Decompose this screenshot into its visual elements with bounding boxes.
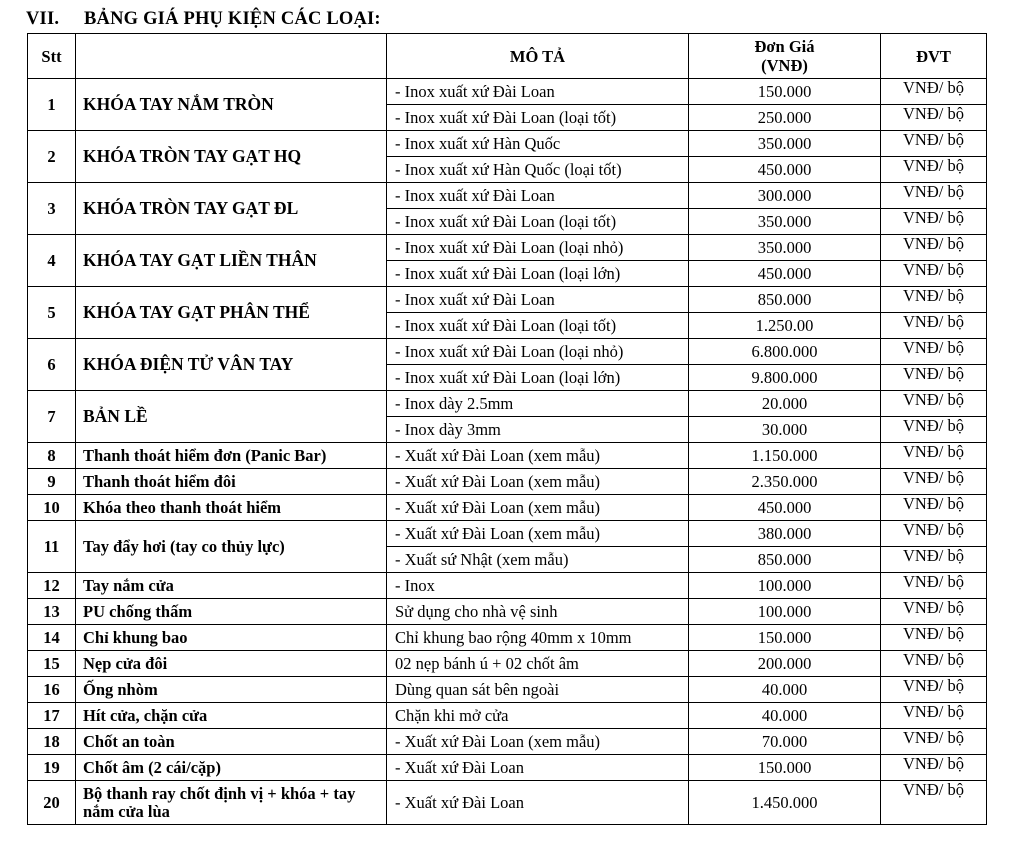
item-number: 15 (28, 651, 76, 677)
item-price: 380.000 (689, 521, 881, 547)
item-unit: VNĐ/ bộ (881, 625, 987, 651)
item-number: 13 (28, 599, 76, 625)
item-unit: VNĐ/ bộ (881, 729, 987, 755)
item-description: - Inox xuất xứ Hàn Quốc (387, 131, 689, 157)
item-number: 8 (28, 443, 76, 469)
item-description: - Xuất xứ Đài Loan (xem mẫu) (387, 729, 689, 755)
item-name: KHÓA TAY GẠT PHÂN THỂ (76, 287, 387, 339)
table-row (28, 781, 987, 825)
item-unit: VNĐ/ bộ (881, 365, 987, 391)
item-unit: VNĐ/ bộ (881, 79, 987, 105)
table-row (28, 651, 987, 677)
item-name: Thanh thoát hiểm đôi (76, 469, 387, 495)
item-price: 150.000 (689, 755, 881, 781)
item-name: Tay đẩy hơi (tay co thủy lực) (76, 521, 387, 573)
item-description: - Inox xuất xứ Đài Loan (387, 183, 689, 209)
item-name: KHÓA TAY NẮM TRÒN (76, 79, 387, 131)
item-unit: VNĐ/ bộ (881, 599, 987, 625)
item-unit: VNĐ/ bộ (881, 547, 987, 573)
item-price: 350.000 (689, 209, 881, 235)
item-number: 6 (28, 339, 76, 391)
item-name: Bộ thanh ray chốt định vị + khóa + tay nắm cửa lùa (76, 781, 387, 825)
table-row (28, 183, 987, 209)
item-price: 100.000 (689, 573, 881, 599)
table-row (28, 79, 987, 105)
item-unit: VNĐ/ bộ (881, 755, 987, 781)
table-body (28, 79, 987, 825)
item-number: 20 (28, 781, 76, 825)
header-unit: ĐVT (881, 34, 987, 79)
item-unit: VNĐ/ bộ (881, 651, 987, 677)
item-price: 850.000 (689, 547, 881, 573)
item-description: - Xuất xứ Đài Loan (387, 755, 689, 781)
item-description: - Inox xuất xứ Đài Loan (loại lớn) (387, 261, 689, 287)
table-row (28, 443, 987, 469)
table-row (28, 625, 987, 651)
table-row (28, 339, 987, 365)
item-unit: VNĐ/ bộ (881, 183, 987, 209)
item-unit: VNĐ/ bộ (881, 469, 987, 495)
item-price: 150.000 (689, 79, 881, 105)
item-description: - Inox dày 3mm (387, 417, 689, 443)
item-name: KHÓA ĐIỆN TỬ VÂN TAY (76, 339, 387, 391)
item-number: 19 (28, 755, 76, 781)
item-price: 40.000 (689, 703, 881, 729)
item-number: 17 (28, 703, 76, 729)
item-number: 9 (28, 469, 76, 495)
item-name: Nẹp cửa đôi (76, 651, 387, 677)
item-description: - Inox xuất xứ Hàn Quốc (loại tốt) (387, 157, 689, 183)
header-stt: Stt (28, 34, 76, 79)
header-price-line2: (VNĐ) (761, 56, 808, 75)
item-unit: VNĐ/ bộ (881, 443, 987, 469)
item-unit: VNĐ/ bộ (881, 781, 987, 825)
table-row (28, 521, 987, 547)
item-price: 6.800.000 (689, 339, 881, 365)
item-number: 5 (28, 287, 76, 339)
item-unit: VNĐ/ bộ (881, 703, 987, 729)
item-unit: VNĐ/ bộ (881, 131, 987, 157)
item-price: 250.000 (689, 105, 881, 131)
table-row (28, 729, 987, 755)
item-number: 4 (28, 235, 76, 287)
item-name: KHÓA TAY GẠT LIỀN THÂN (76, 235, 387, 287)
item-price: 850.000 (689, 287, 881, 313)
item-unit: VNĐ/ bộ (881, 521, 987, 547)
item-name: KHÓA TRÒN TAY GẠT ĐL (76, 183, 387, 235)
table-row (28, 677, 987, 703)
item-unit: VNĐ/ bộ (881, 105, 987, 131)
header-name (76, 34, 387, 79)
item-name: PU chống thấm (76, 599, 387, 625)
section-heading (26, 9, 381, 30)
item-description: - Inox (387, 573, 689, 599)
item-unit: VNĐ/ bộ (881, 261, 987, 287)
table-row (28, 469, 987, 495)
header-price-line1: Đơn Giá (754, 37, 815, 56)
item-unit: VNĐ/ bộ (881, 677, 987, 703)
table-row (28, 235, 987, 261)
item-price: 200.000 (689, 651, 881, 677)
item-name: Khóa theo thanh thoát hiểm (76, 495, 387, 521)
item-name: BẢN LỀ (76, 391, 387, 443)
item-number: 11 (28, 521, 76, 573)
item-name: Chốt âm (2 cái/cặp) (76, 755, 387, 781)
item-description: - Xuất xứ Đài Loan (xem mẫu) (387, 521, 689, 547)
item-description: - Inox xuất xứ Đài Loan (387, 287, 689, 313)
item-description: - Inox xuất xứ Đài Loan (loại tốt) (387, 313, 689, 339)
section-title: BẢNG GIÁ PHỤ KIỆN CÁC LOẠI: (84, 9, 381, 29)
item-price: 9.800.000 (689, 365, 881, 391)
table-row (28, 131, 987, 157)
item-description: Sử dụng cho nhà vệ sinh (387, 599, 689, 625)
item-description: - Inox xuất xứ Đài Loan (loại nhỏ) (387, 339, 689, 365)
table-header-row (28, 34, 987, 79)
item-name: Tay nắm cửa (76, 573, 387, 599)
item-description: Chỉ khung bao rộng 40mm x 10mm (387, 625, 689, 651)
item-price: 20.000 (689, 391, 881, 417)
item-price: 70.000 (689, 729, 881, 755)
item-number: 10 (28, 495, 76, 521)
item-price: 30.000 (689, 417, 881, 443)
table-row (28, 495, 987, 521)
item-unit: VNĐ/ bộ (881, 313, 987, 339)
item-description: - Xuất xứ Đài Loan (xem mẫu) (387, 469, 689, 495)
item-price: 450.000 (689, 157, 881, 183)
item-price: 300.000 (689, 183, 881, 209)
item-unit: VNĐ/ bộ (881, 235, 987, 261)
item-description: - Inox xuất xứ Đài Loan (loại tốt) (387, 105, 689, 131)
item-description: - Xuất sứ Nhật (xem mẫu) (387, 547, 689, 573)
item-name: Thanh thoát hiểm đơn (Panic Bar) (76, 443, 387, 469)
item-description: - Xuất xứ Đài Loan (387, 781, 689, 825)
item-description: 02 nẹp bánh ú + 02 chốt âm (387, 651, 689, 677)
item-price: 1.150.000 (689, 443, 881, 469)
item-price: 450.000 (689, 495, 881, 521)
item-price: 2.350.000 (689, 469, 881, 495)
item-price: 100.000 (689, 599, 881, 625)
item-description: - Inox xuất xứ Đài Loan (loại lớn) (387, 365, 689, 391)
item-unit: VNĐ/ bộ (881, 573, 987, 599)
accessory-price-table (27, 33, 987, 825)
item-name: KHÓA TRÒN TAY GẠT HQ (76, 131, 387, 183)
item-price: 1.450.000 (689, 781, 881, 825)
item-description: - Inox xuất xứ Đài Loan (387, 79, 689, 105)
item-description: - Xuất xứ Đài Loan (xem mẫu) (387, 495, 689, 521)
item-unit: VNĐ/ bộ (881, 495, 987, 521)
section-number: VII. (26, 9, 60, 29)
item-price: 1.250.00 (689, 313, 881, 339)
item-number: 7 (28, 391, 76, 443)
item-name: Hít cửa, chặn cửa (76, 703, 387, 729)
item-number: 3 (28, 183, 76, 235)
item-description: - Inox xuất xứ Đài Loan (loại nhỏ) (387, 235, 689, 261)
item-price: 350.000 (689, 235, 881, 261)
item-unit: VNĐ/ bộ (881, 157, 987, 183)
item-number: 12 (28, 573, 76, 599)
item-description: Dùng quan sát bên ngoài (387, 677, 689, 703)
item-name: Ống nhòm (76, 677, 387, 703)
item-unit: VNĐ/ bộ (881, 391, 987, 417)
table-row (28, 599, 987, 625)
item-unit: VNĐ/ bộ (881, 287, 987, 313)
item-number: 18 (28, 729, 76, 755)
item-description: - Inox dày 2.5mm (387, 391, 689, 417)
header-price (689, 34, 881, 79)
item-name: Chỉ khung bao (76, 625, 387, 651)
item-price: 350.000 (689, 131, 881, 157)
item-description: - Inox xuất xứ Đài Loan (loại tốt) (387, 209, 689, 235)
item-number: 2 (28, 131, 76, 183)
table-row (28, 755, 987, 781)
item-unit: VNĐ/ bộ (881, 417, 987, 443)
table-row (28, 573, 987, 599)
table-row (28, 391, 987, 417)
item-price: 40.000 (689, 677, 881, 703)
item-price: 150.000 (689, 625, 881, 651)
item-unit: VNĐ/ bộ (881, 339, 987, 365)
table-row (28, 287, 987, 313)
item-name: Chốt an toàn (76, 729, 387, 755)
item-price: 450.000 (689, 261, 881, 287)
item-number: 1 (28, 79, 76, 131)
item-number: 14 (28, 625, 76, 651)
item-description: - Xuất xứ Đài Loan (xem mẫu) (387, 443, 689, 469)
table-row (28, 703, 987, 729)
item-unit: VNĐ/ bộ (881, 209, 987, 235)
header-description: MÔ TẢ (387, 34, 689, 79)
item-number: 16 (28, 677, 76, 703)
item-description: Chặn khi mở cửa (387, 703, 689, 729)
